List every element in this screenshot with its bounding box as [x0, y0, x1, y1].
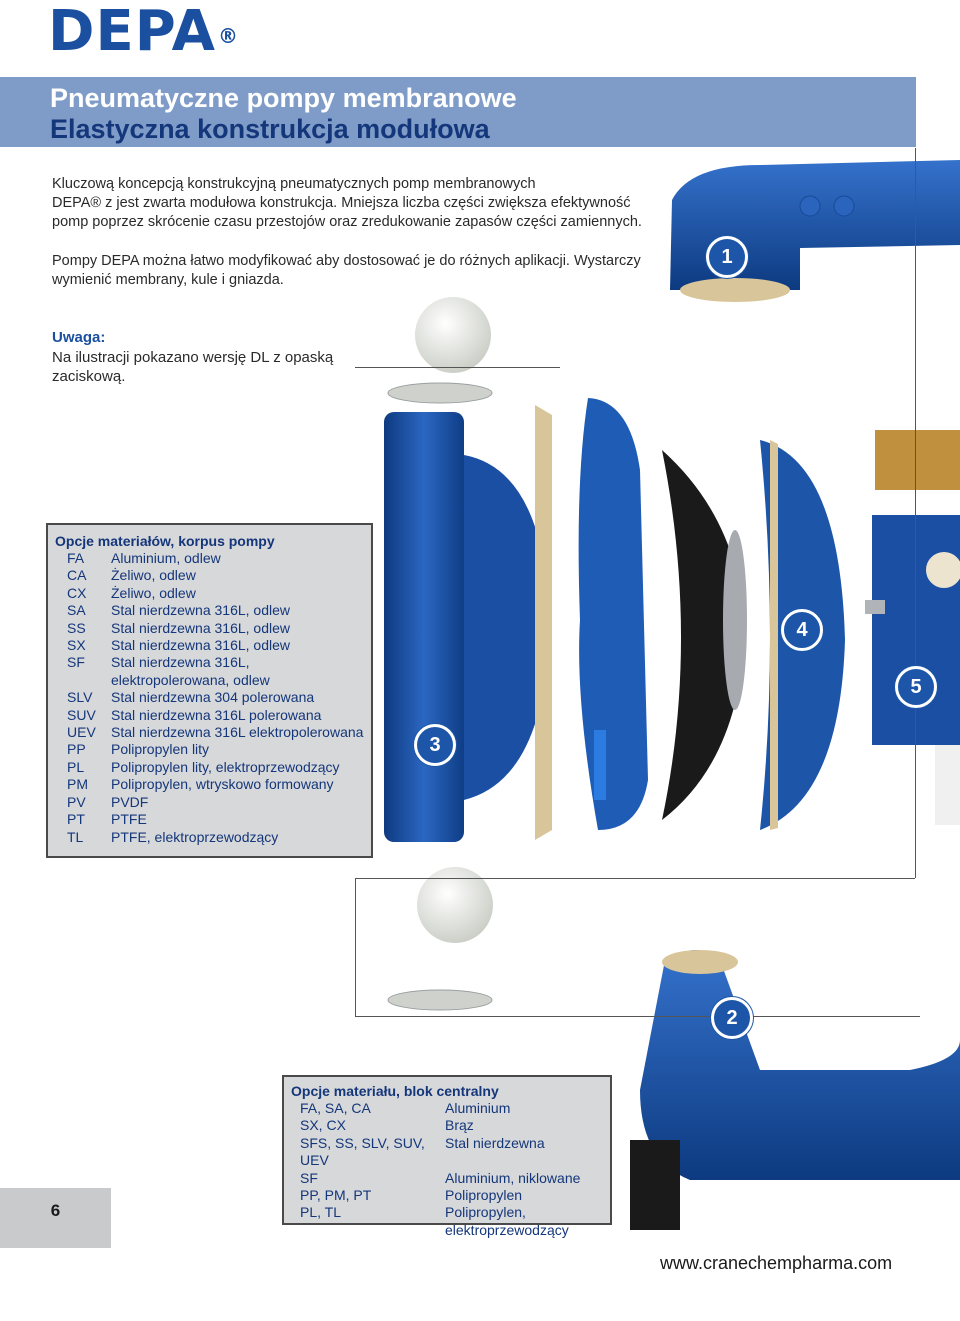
- material-code: TL: [67, 828, 84, 845]
- material-code: SX: [67, 637, 86, 654]
- callout-2: 2: [711, 997, 753, 1039]
- material-row: [55, 585, 371, 602]
- material-description: Żeliwo, odlew: [111, 584, 196, 601]
- material-code: PP: [67, 741, 86, 758]
- material-row: [55, 707, 371, 724]
- website-url: www.cranechempharma.com: [660, 1253, 893, 1273]
- material-row: [55, 550, 371, 567]
- intro-paragraph-2: Pompy DEPA można łatwo modyfikować aby dostosować je do różnych aplikacji. Wystarczy wymienić membrany, kule i gniazda.: [52, 253, 641, 288]
- material-description: Stal nierdzewna 304 polerowana: [111, 689, 315, 706]
- callout-4: 4: [781, 609, 823, 651]
- material-code: PM: [67, 776, 88, 793]
- page-subtitle: Elastyczna konstrukcja modułowa: [50, 114, 490, 144]
- material-description: Polipropylen,: [445, 1204, 526, 1221]
- material-code: SX, CX: [300, 1117, 346, 1134]
- material-row: [291, 1117, 610, 1134]
- center-materials-title: Opcje materiału, blok centralny: [291, 1083, 499, 1099]
- leader-line: [355, 878, 356, 1016]
- material-code: SF: [67, 654, 85, 671]
- material-description: Stal nierdzewna 316L elektropolerowana: [111, 724, 364, 741]
- material-description: Aluminium: [445, 1100, 511, 1116]
- page-title: Pneumatyczne pompy membranowe: [50, 83, 517, 113]
- intro-paragraph-1: Kluczową koncepcją konstrukcyjną pneumatycznych pomp membranowych DEPA® z jest zwarta modułowa konstrukcja. Mniejsza liczba części zwiększa efektywność pomp poprzez skrócenie czasu przestojów oraz zredukowanie zapasów części zamiennych.: [52, 176, 642, 230]
- material-code: PT: [67, 811, 85, 828]
- material-description: elektroprzewodzący: [445, 1221, 569, 1238]
- material-row: [55, 620, 371, 637]
- material-code: SUV: [67, 706, 96, 723]
- material-row: [55, 672, 371, 689]
- material-row: [291, 1170, 610, 1187]
- leader-line: [355, 367, 560, 368]
- material-description: Polipropylen lity, elektroprzewodzący: [111, 758, 340, 775]
- material-description: Stal nierdzewna 316L polerowana: [111, 706, 322, 723]
- material-code: SS: [67, 619, 86, 636]
- material-code: PV: [67, 793, 86, 810]
- callout-1: 1: [706, 236, 748, 278]
- material-row: [55, 741, 371, 758]
- material-description: Polipropylen: [445, 1187, 523, 1204]
- material-code: PL: [67, 758, 85, 775]
- material-row: [55, 724, 371, 741]
- material-description: Stal nierdzewna 316L, odlew: [111, 637, 291, 654]
- material-row: [55, 654, 371, 671]
- page-number: 6: [0, 1188, 111, 1248]
- material-row: [55, 776, 371, 793]
- material-code: CA: [67, 567, 87, 584]
- material-row: [55, 811, 371, 828]
- material-row: [291, 1222, 610, 1239]
- material-description: Aluminium, odlew: [111, 550, 221, 566]
- callout-5: 5: [895, 666, 937, 708]
- material-row: [55, 759, 371, 776]
- material-row: [55, 637, 371, 654]
- material-description: Stal nierdzewna 316L, odlew: [111, 602, 291, 619]
- material-code: PP, PM, PT: [300, 1187, 372, 1204]
- material-description: PVDF: [111, 793, 149, 810]
- material-row: [291, 1135, 610, 1170]
- material-code: SF: [300, 1169, 318, 1186]
- material-row: [291, 1100, 610, 1117]
- material-description: PTFE: [111, 811, 147, 828]
- material-code: [55, 672, 111, 689]
- material-code: PL, TL: [300, 1204, 341, 1221]
- material-row: [55, 829, 371, 846]
- material-row: [55, 602, 371, 619]
- center-materials-box: [282, 1075, 612, 1238]
- material-description: elektropolerowana, odlew: [111, 671, 270, 688]
- material-row: [55, 794, 371, 811]
- material-code: SLV: [67, 689, 93, 706]
- note-title: Uwaga:: [52, 329, 106, 346]
- material-code: SFS, SS, SLV, SUV, UEV: [300, 1134, 425, 1169]
- callout-3: 3: [414, 724, 456, 766]
- material-description: Żeliwo, odlew: [111, 567, 196, 584]
- note-text: Na ilustracji pokazano wersję DL z opaską zaciskową.: [52, 349, 334, 385]
- material-description: Stal nierdzewna 316L,: [111, 654, 250, 671]
- leader-line: [915, 148, 916, 878]
- material-code: FA, SA, CA: [300, 1100, 371, 1116]
- material-row: [291, 1187, 610, 1204]
- material-code: [291, 1222, 445, 1239]
- material-description: Aluminium, niklowane: [445, 1169, 581, 1186]
- material-description: Polipropylen lity: [111, 741, 210, 758]
- material-row: [55, 567, 371, 584]
- material-description: Polipropylen, wtryskowo formowany: [111, 776, 334, 793]
- material-code: FA: [67, 550, 85, 566]
- material-description: PTFE, elektroprzewodzący: [111, 828, 279, 845]
- material-code: UEV: [67, 724, 96, 741]
- depa-logo: DEPA ®: [48, 0, 239, 64]
- body-materials-title: Opcje materiałów, korpus pompy: [55, 533, 275, 549]
- material-description: Stal nierdzewna 316L, odlew: [111, 619, 291, 636]
- body-materials-box: [46, 523, 373, 858]
- leader-line: [355, 1016, 920, 1017]
- material-row: [291, 1204, 610, 1221]
- leader-line: [355, 878, 915, 879]
- material-description: Brąz: [445, 1117, 474, 1134]
- material-description: Stal nierdzewna: [445, 1134, 545, 1151]
- material-code: SA: [67, 602, 86, 619]
- material-code: CX: [67, 584, 87, 601]
- material-row: [55, 689, 371, 706]
